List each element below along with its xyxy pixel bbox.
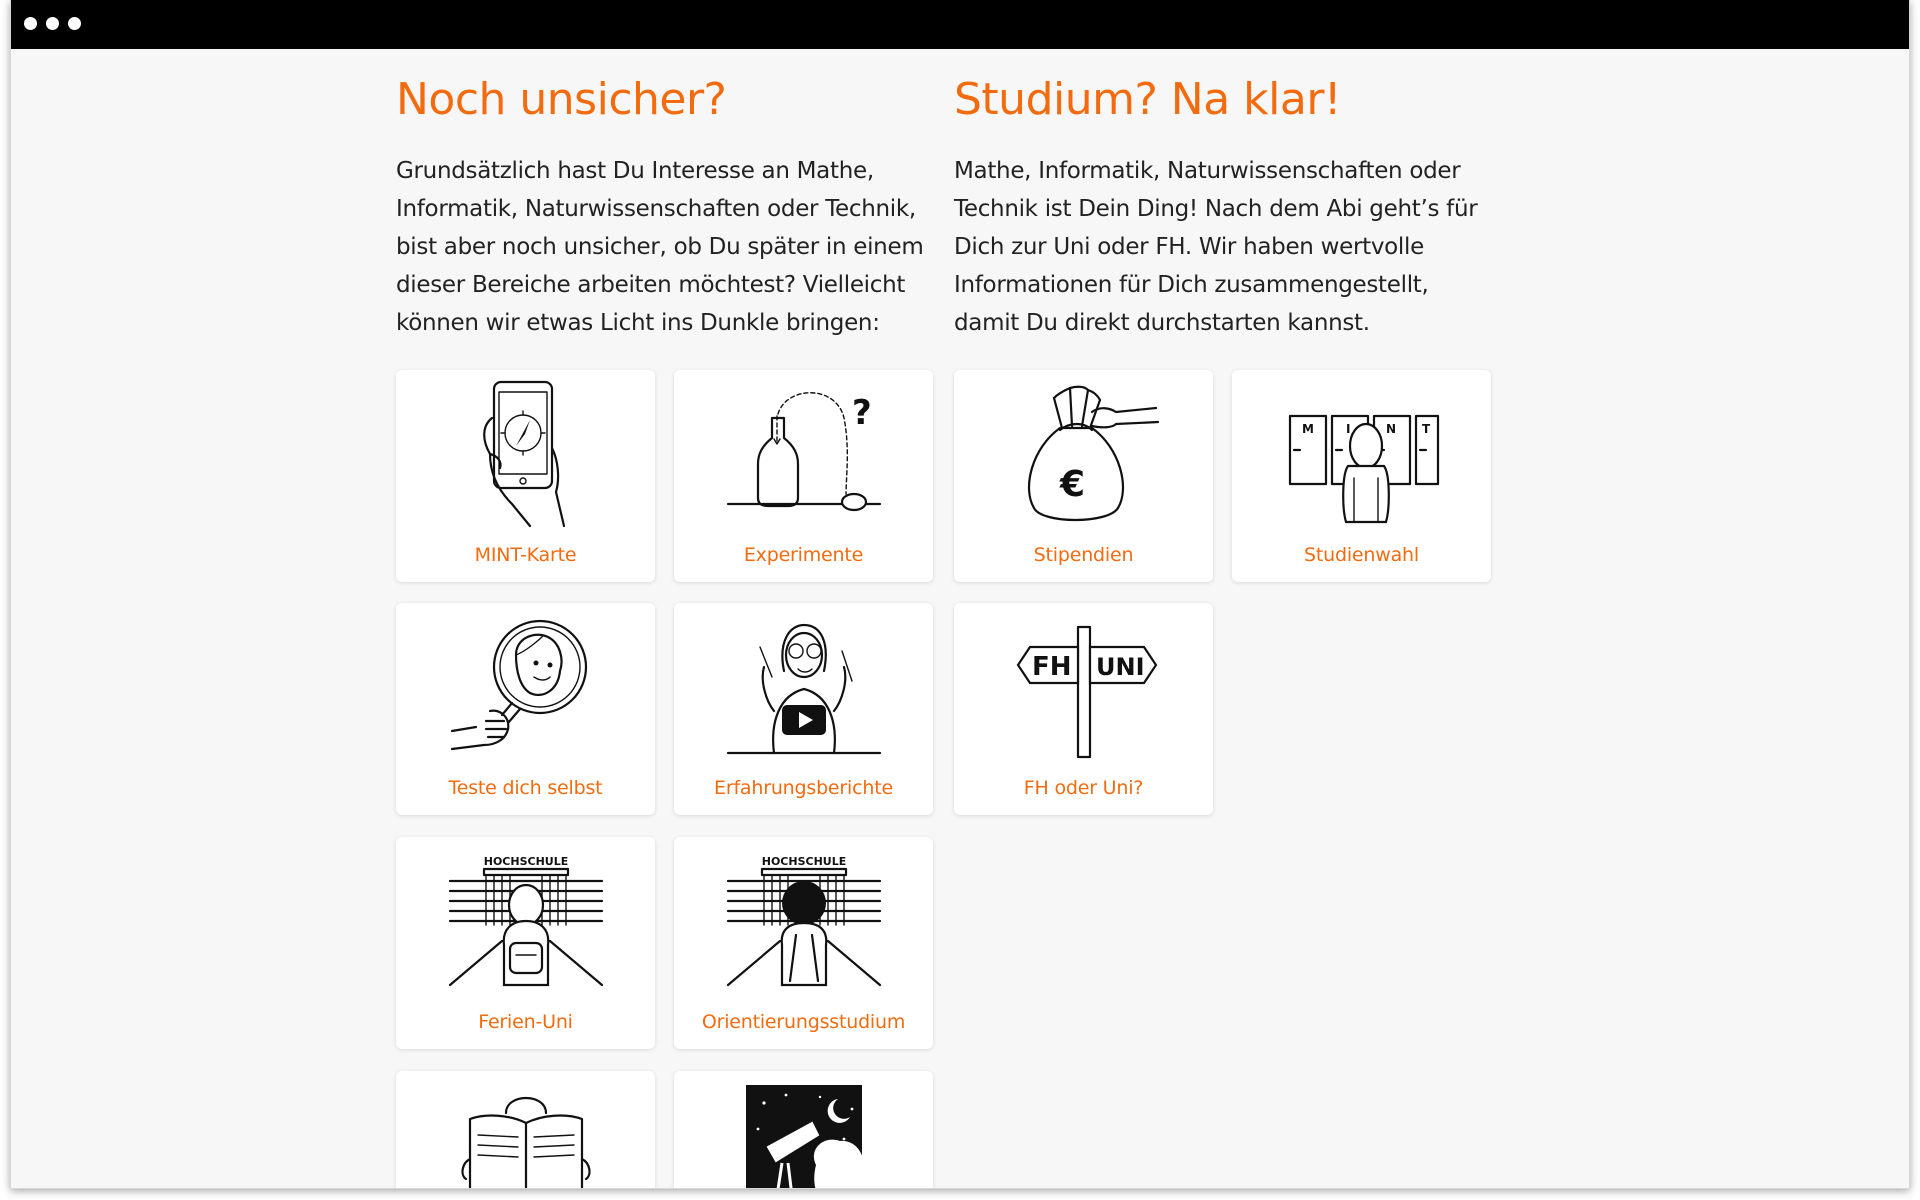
- building-sign: HOCHSCHULE: [483, 855, 569, 868]
- card-teste-dich-selbst[interactable]: [396, 603, 655, 815]
- section-text-unsure: Grundsätzlich hast Du Interesse an Mathe, Informatik, Naturwissenschaften oder Technik, bist aber noch unsicher, ob Du später in einem dieser Bereiche arbeiten möchtest? Vielleicht können wir etwas Licht ins Dunkle bringen:: [396, 158, 924, 336]
- section-heading-study: Studium? Na klar!: [954, 74, 1342, 125]
- door-letter: N: [1386, 422, 1397, 436]
- card-label: Orientierungsstudium: [701, 1011, 906, 1033]
- sign-left-text: FH: [1032, 652, 1072, 682]
- card-label: Teste dich selbst: [448, 777, 603, 799]
- card-label: Studienwahl: [1304, 544, 1419, 566]
- bottle-experiment-icon: [724, 378, 884, 528]
- window-control-dot[interactable]: [24, 17, 37, 30]
- card-studienwahl[interactable]: [1232, 370, 1491, 582]
- reading-book-icon: [446, 1079, 606, 1189]
- section-text-study: Mathe, Informatik, Naturwissenschaften oder Technik ist Dein Ding! Nach dem Abi geht’s für Dich zur Uni oder FH. Wir haben wertvolle Informationen für Dich zusammengestellt, damit Du direkt durchstarten kannst.: [954, 158, 1478, 336]
- card-mint-karte[interactable]: [396, 370, 655, 582]
- card-label: Erfahrungsberichte: [714, 777, 893, 799]
- card-label: Experimente: [743, 544, 864, 566]
- card-fh-oder-uni[interactable]: [954, 603, 1213, 815]
- telescope-night-icon: [724, 1079, 884, 1189]
- door-letter: T: [1422, 422, 1431, 436]
- mint-doors-icon: [1282, 378, 1442, 528]
- card-label: Stipendien: [1033, 544, 1134, 566]
- sign-right-text: UNI: [1096, 653, 1145, 681]
- card-telescope[interactable]: [674, 1071, 933, 1189]
- window-control-dot[interactable]: [46, 17, 59, 30]
- window-titlebar: [11, 0, 1909, 49]
- card-experimente[interactable]: [674, 370, 933, 582]
- card-orientierungsstudium[interactable]: [674, 837, 933, 1049]
- money-bag-icon: [1004, 378, 1164, 528]
- svg-text:?: ?: [852, 393, 872, 433]
- browser-window: [10, 0, 1910, 1189]
- university-building-icon: [724, 845, 884, 995]
- signpost-icon: [1004, 611, 1164, 761]
- section-heading-unsure: Noch unsicher?: [396, 74, 727, 125]
- bag-symbol: €: [1060, 464, 1086, 505]
- door-letter: I: [1346, 422, 1351, 436]
- card-reading[interactable]: [396, 1071, 655, 1189]
- window-control-dot[interactable]: [68, 17, 81, 30]
- card-label: MINT-Karte: [474, 544, 577, 566]
- door-letter: M: [1302, 422, 1314, 436]
- card-ferien-uni[interactable]: [396, 837, 655, 1049]
- card-erfahrungsberichte[interactable]: [674, 603, 933, 815]
- smartphone-compass-icon: [446, 378, 606, 528]
- magnifying-mirror-icon: [446, 611, 606, 761]
- card-label: FH oder Uni?: [1023, 777, 1144, 799]
- building-sign: HOCHSCHULE: [761, 855, 847, 868]
- card-label: Ferien-Uni: [478, 1011, 573, 1033]
- card-stipendien[interactable]: [954, 370, 1213, 582]
- video-scientist-icon: [724, 611, 884, 761]
- university-building-icon: [446, 845, 606, 995]
